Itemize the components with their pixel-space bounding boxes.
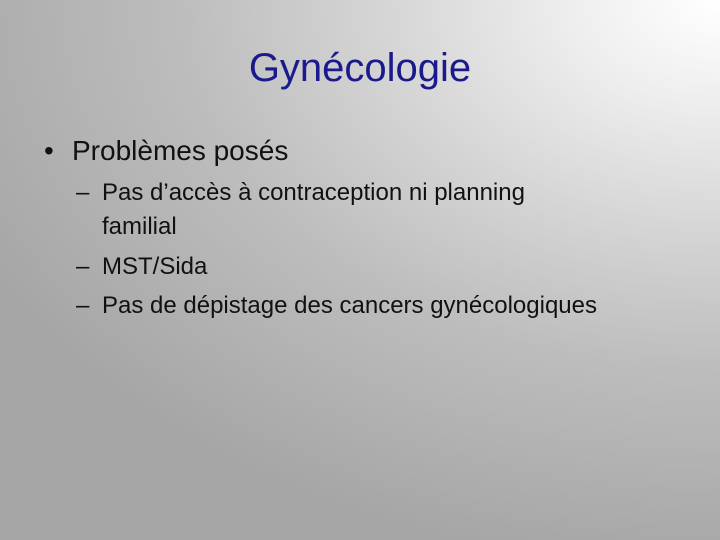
sub-bullet-text: Pas d’accès à contraception ni planning — [102, 179, 525, 206]
sub-bullet-marker: – — [76, 292, 90, 319]
sub-bullet-marker: – — [76, 253, 90, 280]
bullet-item — [44, 131, 288, 171]
sub-bullet-marker: – — [76, 179, 90, 206]
bullet-marker: • — [44, 135, 54, 166]
sub-bullet-text-continuation: familial — [102, 213, 177, 240]
sub-bullet-text: MST/Sida — [102, 253, 208, 280]
sub-bullet-text: Pas de dépistage des cancers gynécologiques — [102, 292, 597, 319]
sub-bullet-item — [76, 250, 207, 284]
sub-bullet-item — [76, 176, 525, 244]
slide-title: Gynécologie — [248, 46, 472, 90]
sub-bullet-item — [76, 289, 597, 323]
bullet-text: Problèmes posés — [72, 135, 289, 166]
